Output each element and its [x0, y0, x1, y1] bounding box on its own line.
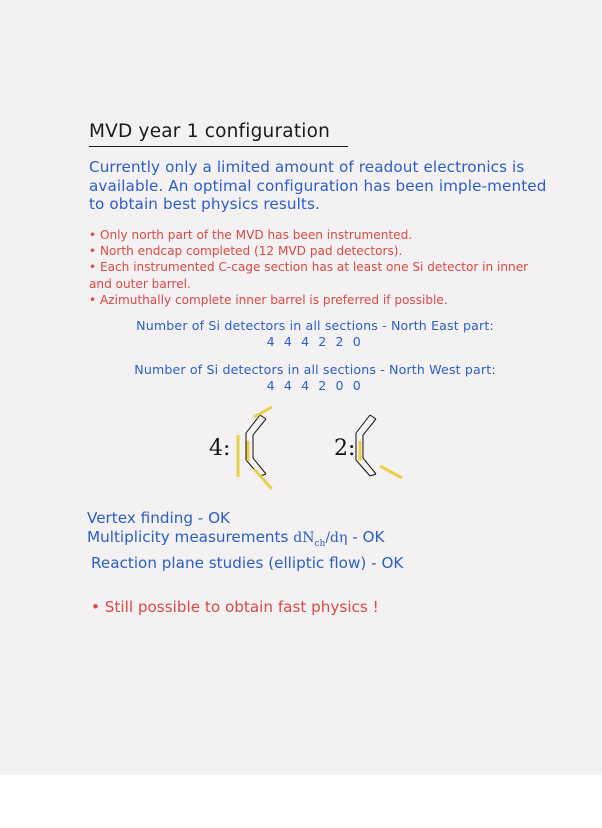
north-west-note — [96, 362, 534, 394]
north-east-label: Number of Si detectors in all sections - North East part: — [136, 318, 494, 333]
c-cage-diagram-4 — [234, 405, 284, 495]
north-east-counts: 4 4 4 2 2 0 — [266, 334, 364, 349]
detector-outer-bottom — [380, 466, 402, 478]
cage-label-4: 4: — [209, 436, 231, 461]
north-west-label: Number of Si detectors in all sections - North West part: — [134, 362, 496, 377]
title-underline — [89, 146, 348, 147]
cage-edge — [370, 474, 376, 476]
bullet-item: • Azimuthally complete inner barrel is preferred if possible. — [89, 292, 448, 307]
north-west-counts: 4 4 4 2 0 0 — [266, 378, 364, 393]
intro-paragraph: Currently only a limited amount of readout electronics is available. An optimal configuration has been imple-mented to obtain best physics results. — [89, 158, 547, 214]
dn-deta-formula: $dN_{ch}/d\eta$ — [293, 530, 348, 549]
multiplicity-line — [87, 528, 403, 554]
cage-inner-shell — [363, 419, 376, 474]
bullet-list — [89, 227, 551, 308]
bullet-item: • Only north part of the MVD has been instrumented. — [89, 228, 413, 242]
cage-inner-shell — [253, 419, 266, 474]
detector-outer-top — [254, 407, 272, 417]
physics-capabilities — [87, 509, 403, 573]
bullet-item: • Each instrumented C-cage section has at least one Si detector in inner and outer barrel. — [89, 260, 529, 291]
bullet-item: • North endcap completed (12 MVD pad detectors). — [89, 244, 403, 259]
reaction-plane-line: Reaction plane studies (elliptic flow) - OK — [91, 553, 404, 572]
cage-edge — [370, 415, 376, 419]
c-cage-diagram-2 — [354, 405, 414, 495]
detector-outer-bottom — [254, 469, 272, 489]
multiplicity-prefix: Multiplicity measurements — [87, 528, 294, 546]
cage-label-2: 2: — [334, 436, 356, 461]
north-east-note — [96, 318, 534, 350]
multiplicity-suffix: - OK — [347, 528, 385, 546]
vertex-finding-line: Vertex finding - OK — [87, 509, 231, 527]
cage-edge — [260, 415, 266, 419]
slide-title: MVD year 1 configuration — [89, 121, 331, 142]
conclusion-bullet: • Still possible to obtain fast physics ! — [91, 598, 379, 616]
